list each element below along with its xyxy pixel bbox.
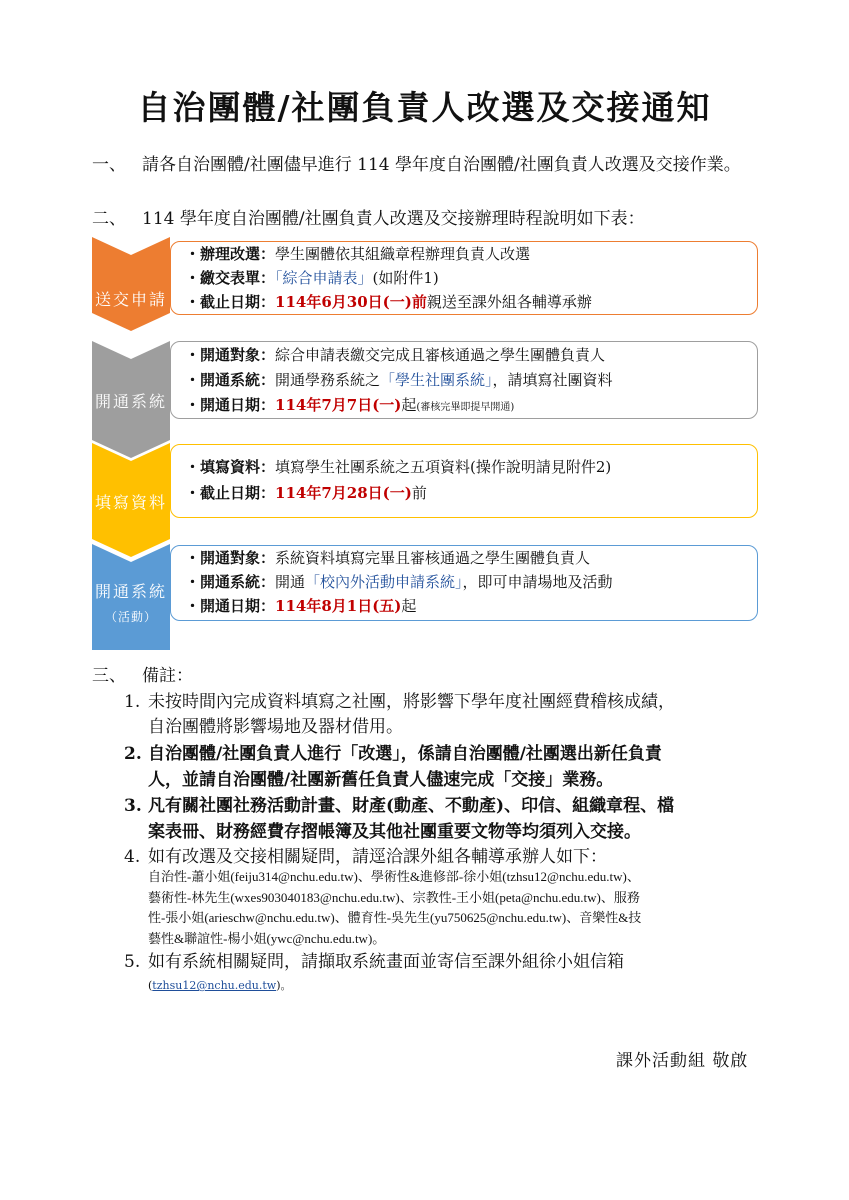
step-3-label: 填寫資料 [94, 493, 167, 512]
step-1-line-3-text: 親送至課外組各輔導承辦 [426, 293, 592, 311]
step-3-line-2-label: ・截止日期： [185, 484, 276, 502]
note-5-tail: 。 [280, 979, 292, 992]
page-title: 自治團體/社團負責人改選及交接通知 [137, 88, 712, 127]
step-3-line-2 [185, 483, 427, 503]
step-2-open-date: 114年7月7日(一) [275, 396, 402, 414]
step-2-line-2-text: ，請填寫社團資料 [492, 371, 613, 389]
step-2-line-3-label: ・開通日期： [185, 396, 276, 414]
step-4-label-main: 開通系統 [94, 582, 167, 601]
application-form-link: 「綜合申請表」 [275, 269, 373, 287]
step-1-line-1-label: ・辦理改選： [185, 245, 276, 263]
step-1-line-2-label: ・繳交表單： [185, 269, 276, 287]
step-4-line-2-label: ・開通系統： [185, 573, 276, 591]
section-1-number: 一、 [92, 155, 126, 175]
step-2-line-1-label: ・開通對象： [185, 346, 276, 364]
step-2-line-1-text: 綜合申請表繳交完成且審核通過之學生團體負責人 [275, 346, 606, 364]
activity-system-link: 「校內外活動申請系統」 [305, 573, 463, 591]
step-4-line-3 [185, 596, 416, 616]
step-4-line-2-text: ，即可申請場地及活動 [462, 573, 613, 591]
step-4-open-date: 114年8月1日(五) [275, 597, 402, 615]
step-3-line-1 [185, 457, 611, 477]
step-2-box [170, 341, 758, 419]
step-1-chevron [92, 237, 170, 331]
note-2-line-2: 人，並請自治團體/社團新舊任負責人儘速完成「交接」業務。 [148, 770, 614, 790]
step-1-line-2-text: (如附件1) [372, 269, 439, 287]
note-1-line-2: 自治團體將影響場地及器材借用。 [148, 717, 403, 737]
section-1-text: 請各自治團體/社團儘早進行 114 學年度自治團體/社團負責人改選及交接作業。 [142, 155, 741, 175]
step-1-chevron-shape [92, 237, 170, 331]
step-3-box [170, 444, 758, 518]
note-1-line-1: 未按時間內完成資料填寫之社團，將影響下學年度社團經費稽核成績， [148, 692, 675, 712]
note-3-line-1: 凡有關社團社務活動計畫、財產(動產、不動產)、印信、組織章程、檔 [148, 796, 675, 816]
contact-line-4: 藝性&聯誼性-楊小姐(ywc@nchu.edu.tw)。 [148, 931, 386, 946]
step-1-deadline: 114年6月30日(一)前 [275, 293, 427, 311]
step-1-line-3 [185, 292, 592, 312]
step-2-label: 開通系統 [94, 392, 167, 411]
step-1-line-1-text: 學生團體依其組織章程辦理負責人改選 [275, 245, 531, 263]
step-4-line-1-label: ・開通對象： [185, 549, 276, 567]
note-1-number: 1. [124, 692, 141, 712]
note-4-line-1: 如有改選及交接相關疑問，請逕洽課外組各輔導承辦人如下： [148, 847, 607, 867]
step-2-line-3 [185, 395, 514, 418]
step-1-line-2 [185, 268, 439, 288]
step-2-line-3-text: 起 [401, 396, 417, 414]
step-4-line-1 [185, 548, 590, 568]
note-5-number: 5. [124, 952, 141, 972]
step-2-line-2 [185, 370, 613, 390]
step-1-label: 送交申請 [94, 290, 167, 309]
note-5-email: (tzhsu12@nchu.edu.tw)。 [148, 979, 292, 992]
note-5-line-1: 如有系統相關疑問，請擷取系統畫面並寄信至課外組徐小姐信箱 [148, 952, 624, 972]
note-2-line-1: 自治團體/社團負責人進行「改選」，係請自治團體/社團選出新任負責 [148, 744, 662, 764]
student-club-system-link: 「學生社團系統」 [380, 371, 493, 389]
step-1-line-3-label: ・截止日期： [185, 293, 276, 311]
contact-line-1: 自治性-蕭小姐(feiju314@nchu.edu.tw)、學術性&進修部-徐小姐(tzhsu12@nchu.edu.tw)、 [148, 869, 640, 884]
signature: 課外活動組 敬啟 [616, 1051, 749, 1071]
section-3-text: 備註： [142, 666, 193, 686]
step-1-line-1 [185, 244, 530, 264]
step-4-line-3-label: ・開通日期： [185, 597, 276, 615]
step-1-box [170, 241, 758, 315]
contact-line-2: 藝術性-林先生(wxes903040183@nchu.edu.tw)、宗教性-王小姐(peta@nchu.edu.tw)、服務 [148, 890, 640, 905]
step-3-deadline: 114年7月28日(一) [275, 484, 412, 502]
step-2-line-2-label: ・開通系統： [185, 371, 276, 389]
step-3-line-1-text: 填寫學生社團系統之五項資料(操作說明請見附件2) [275, 458, 612, 476]
email-link[interactable]: tzhsu12@nchu.edu.tw [152, 979, 277, 992]
note-2-number: 2. [124, 744, 142, 764]
note-3-number: 3. [124, 796, 142, 816]
step-3-line-1-label: ・填寫資料： [185, 458, 276, 476]
step-2-line-2-pre: 開通學務系統之 [275, 371, 381, 389]
step-2-early-note: (審核完畢即提早開通) [416, 402, 515, 413]
step-4-line-2 [185, 572, 613, 592]
section-2-number: 二、 [92, 209, 126, 229]
note-4-number: 4. [124, 847, 141, 867]
step-2-line-1 [185, 345, 605, 365]
note-3-line-2: 案表冊、財務經費存摺帳簿及其他社團重要文物等均須列入交接。 [148, 822, 641, 842]
contact-line-3: 性-張小姐(arieschw@nchu.edu.tw)、體育性-吳先生(yu750625@nchu.edu.tw)、音樂性&技 [148, 910, 642, 925]
step-4-line-1-text: 系統資料填寫完畢且審核通過之學生團體負責人 [275, 549, 591, 567]
section-3-number: 三、 [92, 666, 126, 686]
step-4-line-2-pre: 開通 [275, 573, 306, 591]
step-4-box [170, 545, 758, 621]
section-2-text: 114 學年度自治團體/社團負責人改選及交接辦理時程說明如下表： [142, 209, 645, 229]
step-3-line-2-text: 前 [411, 484, 427, 502]
step-4-line-3-text: 起 [401, 597, 417, 615]
schedule-flow [92, 237, 772, 637]
step-4-label [92, 579, 170, 625]
step-4-label-sub: （活動） [104, 610, 157, 624]
